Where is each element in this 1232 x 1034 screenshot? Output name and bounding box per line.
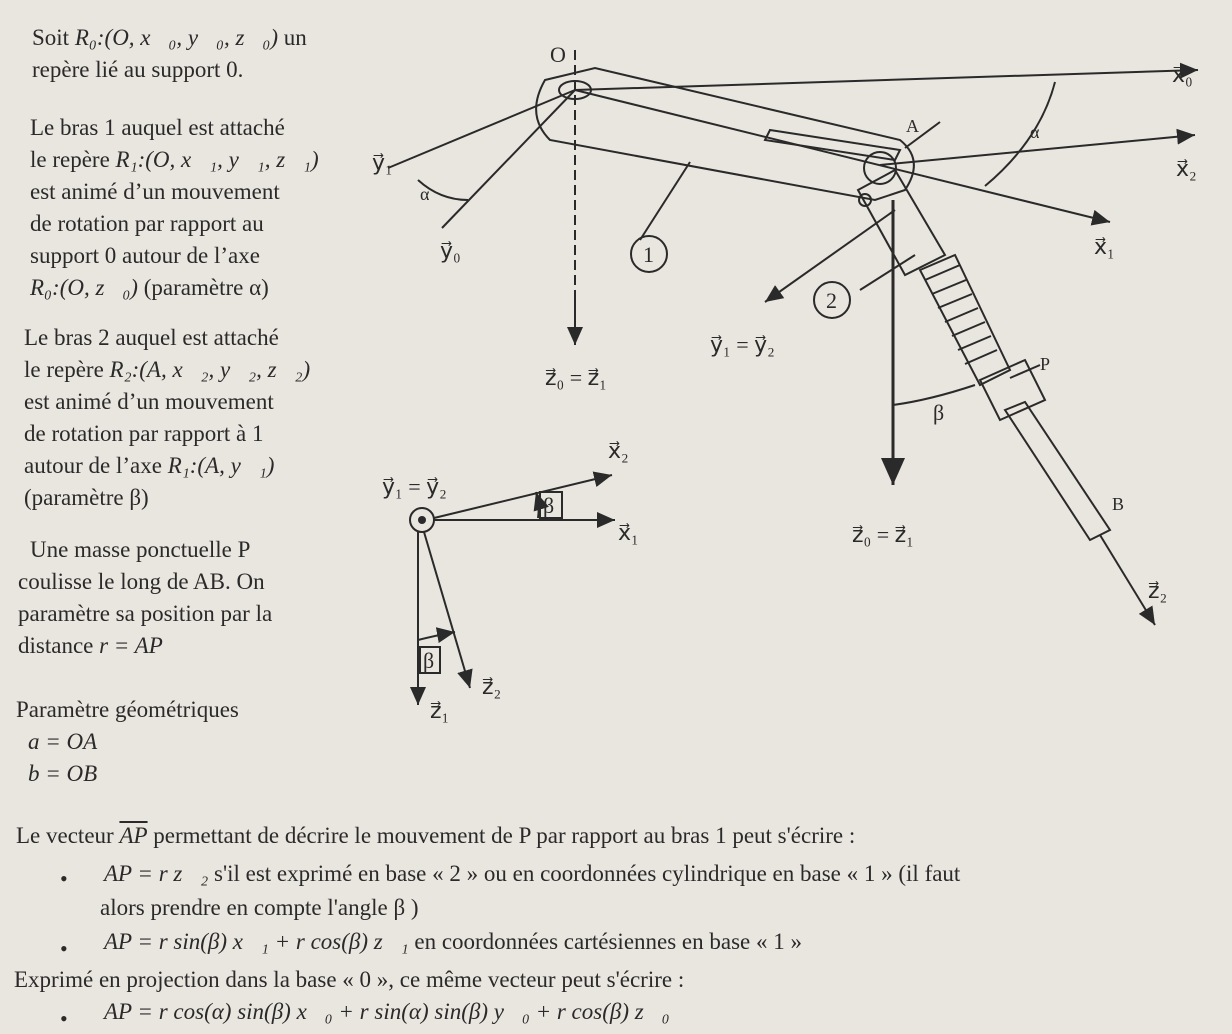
label-y1: y⃗₁ xyxy=(372,150,393,175)
eq-base-0: AP = r cos(α) sin(β) x⃗₀ + r sin(α) sin(β) y⃗₀ + r cos(β) z⃗₀ xyxy=(104,999,670,1024)
bras1-axis: R₀:(O, z⃗₀) xyxy=(30,275,138,300)
soit-line2: repère lié au support 0. xyxy=(32,57,244,82)
bullet-1-continuation: alors prendre en compte l'angle β ) xyxy=(100,895,419,920)
soit-suffix: un xyxy=(283,25,307,50)
geo-param-a: a = OA xyxy=(28,729,98,754)
intro-prefix: Le vecteur xyxy=(16,823,114,848)
bullet-2: • xyxy=(60,936,68,961)
small-label-beta-2: β xyxy=(423,648,435,673)
screw-threads xyxy=(925,265,997,364)
arm-1-body xyxy=(536,68,914,200)
bullet-1-text xyxy=(104,858,1214,890)
bras2-line4: de rotation par rapport à 1 xyxy=(24,421,264,446)
frame-r0-definition: R₀:(O, x⃗₀, y⃗₀, z⃗₀) xyxy=(74,25,278,50)
x1-axis-arrow xyxy=(575,90,1110,222)
bras1-parameter: (paramètre α) xyxy=(143,275,269,300)
label-z2: z⃗₂ xyxy=(1148,578,1168,603)
y1-axis-line xyxy=(388,90,575,168)
arm-2-body xyxy=(858,170,945,275)
label-circle-2: 2 xyxy=(826,288,837,313)
screw xyxy=(920,255,1010,385)
bras1-line4: de rotation par rapport au xyxy=(30,211,264,236)
bras2-parameter: (paramètre β) xyxy=(24,485,149,510)
bras1-line3: est animé d’un mouvement xyxy=(30,179,280,204)
label-x1: x⃗₁ xyxy=(1094,234,1115,259)
intro-suffix: permettant de décrire le mouvement de P par rapport au bras 1 peut s'écrire : xyxy=(153,823,856,848)
bullet-2-description: en coordonnées cartésiennes en base « 1 » xyxy=(414,929,803,954)
mass-P xyxy=(980,360,1045,420)
label-y0: y⃗₀ xyxy=(440,238,461,263)
label-O: O xyxy=(550,42,566,67)
label-beta-top: β xyxy=(933,400,945,425)
projection-sentence: Exprimé en projection dans la base « 0 », ce même vecteur peut s'écrire : xyxy=(14,967,685,992)
leader-P xyxy=(1010,365,1040,378)
small-label-x2: x⃗₂ xyxy=(608,438,629,463)
label-z0-eq-z1-left: z⃗₀ = z⃗₁ xyxy=(545,365,607,390)
label-circle-1: 1 xyxy=(643,242,654,267)
bullet-1: • xyxy=(60,866,68,891)
label-alpha-left: α xyxy=(420,184,430,204)
bras1-line1: Le bras 1 auquel est attaché xyxy=(30,115,285,140)
bullet-1-description: s'il est exprimé en base « 2 » ou en coordonnées cylindrique en base « 1 » (il faut xyxy=(214,861,961,886)
small-y-axis-dot xyxy=(418,516,426,524)
bras1-line5: support 0 autour de l’axe xyxy=(30,243,260,268)
bras2-axis: R₁:(A, y⃗₁) xyxy=(167,453,275,478)
frame-r2-definition: R₂:(A, x⃗₂, y⃗₂, z⃗₂) xyxy=(109,357,311,382)
bullet-3-text xyxy=(104,996,1214,1028)
geo-param-b: b = OB xyxy=(28,761,98,786)
bras2-line5: autour de l’axe xyxy=(24,453,162,478)
small-label-y1-eq-y2: y⃗₁ = y⃗₂ xyxy=(382,474,447,499)
small-label-x1: x⃗₁ xyxy=(618,520,639,545)
small-label-z1: z⃗₁ xyxy=(430,698,450,723)
bras2-line2: le repère xyxy=(24,357,104,382)
label-P: P xyxy=(1040,354,1051,374)
leader-1 xyxy=(640,162,690,240)
bras2-line3: est animé d’un mouvement xyxy=(24,389,274,414)
label-A: A xyxy=(906,116,919,136)
geo-title: Paramètre géométriques xyxy=(16,697,239,722)
small-x2-arrow xyxy=(434,475,612,518)
y0-axis-line xyxy=(442,90,575,228)
small-label-z2: z⃗₂ xyxy=(482,674,502,699)
soit-word: Soit xyxy=(32,25,70,50)
x0-axis-arrow xyxy=(575,70,1198,90)
label-alpha-right: α xyxy=(1030,122,1040,142)
z2-axis-arrow xyxy=(1100,535,1155,625)
label-z0-eq-z1-right: z⃗₀ = z⃗₁ xyxy=(852,522,914,547)
bullet-3: • xyxy=(60,1006,68,1031)
masse-line3: paramètre sa position par la xyxy=(18,601,273,626)
distance-r-definition: r = AP xyxy=(99,633,163,658)
alpha-arc-right xyxy=(985,82,1055,186)
label-x0: x⃗₀ xyxy=(1172,62,1193,87)
masse-line1: Une masse ponctuelle P xyxy=(30,537,251,562)
eq-base-2: AP = r z⃗₂ xyxy=(104,861,209,886)
masse-line2: coulisse le long de AB. On xyxy=(18,569,265,594)
eq-cartesian-base-1: AP = r sin(β) x⃗₁ + r cos(β) z⃗₁ xyxy=(104,929,409,954)
small-beta-arc-2 xyxy=(418,632,455,640)
frame-r1-definition: R₁:(O, x⃗₁, y⃗₁, z⃗₁) xyxy=(115,147,319,172)
bras1-line2: le repère xyxy=(30,147,110,172)
bras2-line1: Le bras 2 auquel est attaché xyxy=(24,325,279,350)
label-y1-eq-y2: y⃗₁ = y⃗₂ xyxy=(710,332,775,357)
label-B: B xyxy=(1112,494,1125,514)
leader-2 xyxy=(860,255,915,290)
small-beta-arc-1 xyxy=(536,492,539,518)
rod-AB xyxy=(1005,402,1110,540)
masse-line4: distance xyxy=(18,633,94,658)
bottom-intro xyxy=(16,820,1216,852)
bullet-2-text xyxy=(104,926,1214,958)
small-label-beta-1: β xyxy=(543,493,555,518)
vector-AP: $\overline{AP}$ xyxy=(119,823,148,848)
label-x2-top: x⃗₂ xyxy=(1176,156,1197,181)
